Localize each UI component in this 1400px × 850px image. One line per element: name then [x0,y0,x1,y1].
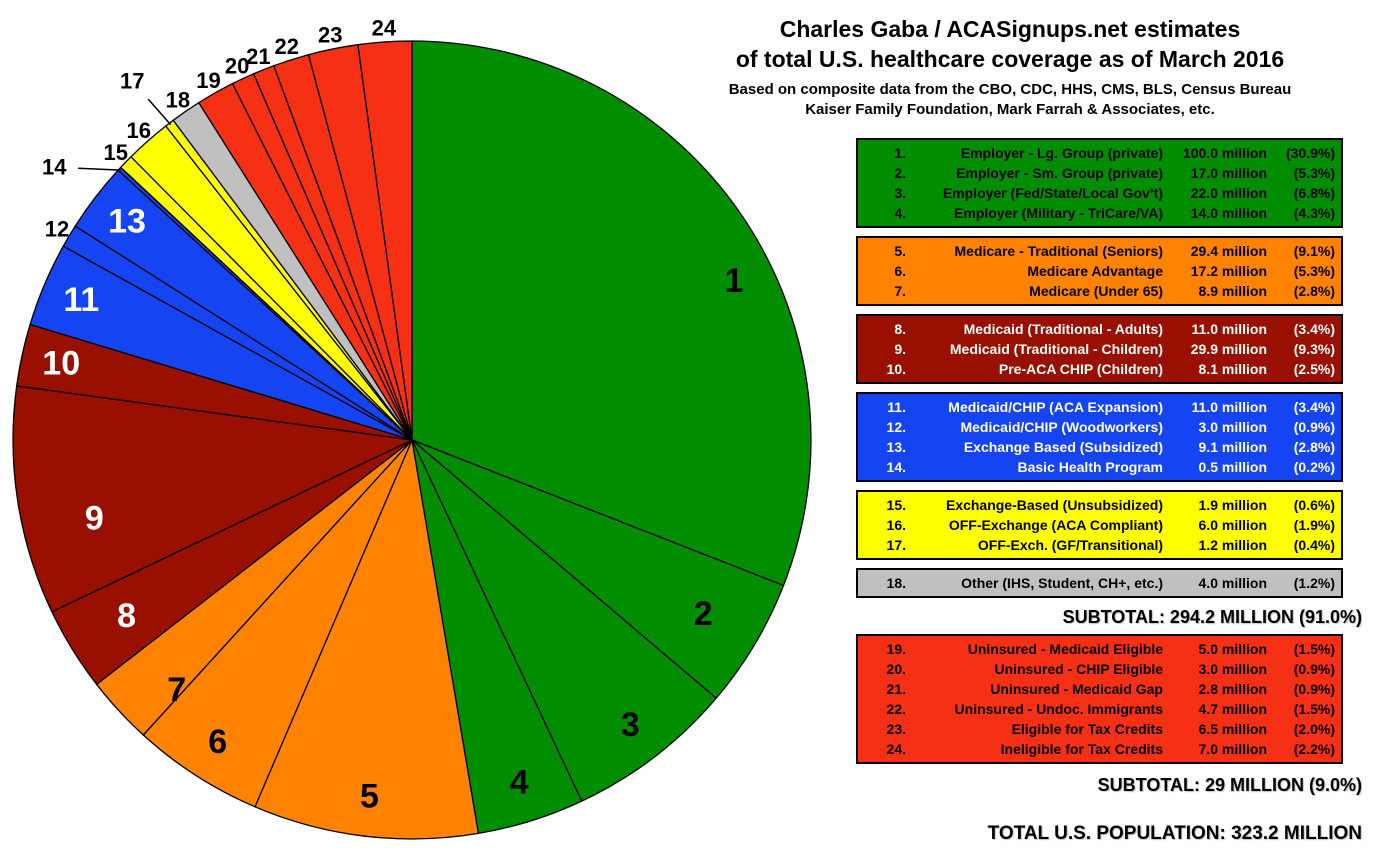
legend-row-value: 0.5 million [1198,459,1267,475]
legend-row-number: 8. [894,321,906,337]
pie-slice-number-19: 19 [196,68,221,94]
pie-slice-number-1: 1 [724,261,744,300]
legend-row-pct: (0.6%) [1293,497,1335,513]
legend-row-label: Medicaid/CHIP (ACA Expansion) [948,399,1163,415]
legend-row-pct: (0.9%) [1293,419,1335,435]
legend-row-label: Medicaid (Traditional - Children) [949,341,1163,357]
pie-slice-number-18: 18 [165,87,191,113]
legend-row-number: 7. [894,283,906,299]
legend-row-pct: (0.9%) [1293,661,1335,677]
legend-row-value: 17.0 million [1190,165,1267,181]
legend-row-value: 14.0 million [1190,205,1267,221]
legend-row-number: 1. [894,145,906,161]
pie-slice-number-16: 16 [126,117,151,143]
legend-row-number: 4. [894,205,906,221]
legend-row-pct: (2.8%) [1293,283,1335,299]
legend-row-pct: (2.5%) [1293,361,1335,377]
legend-row-8 [864,319,1335,339]
legend-row-number: 6. [894,263,906,279]
pie-slice-number-3: 3 [620,706,640,745]
pie-slice-number-17: 17 [120,68,145,94]
legend-row-number: 5. [894,243,906,259]
legend-row-10 [864,359,1335,379]
legend-row-number: 9. [894,341,906,357]
legend-row-12 [864,417,1335,437]
legend-group-medicare [856,236,1343,306]
pie-slice-number-2: 2 [693,594,713,633]
legend-row-pct: (30.9%) [1285,145,1335,161]
legend-row-value: 3.0 million [1198,661,1267,677]
legend-row-5 [864,241,1335,261]
legend-row-value: 11.0 million [1191,399,1267,415]
population-total: TOTAL U.S. POPULATION: 323.2 MILLION [987,823,1362,844]
legend-row-value: 8.1 million [1198,361,1267,377]
legend-row-19 [864,639,1335,659]
legend-row-label: Employer - Sm. Group (private) [956,165,1163,181]
pie-slice-number-15: 15 [103,139,128,165]
legend-row-value: 1.2 million [1198,537,1267,553]
legend-row-label: Basic Health Program [1017,459,1163,475]
legend-row-value: 2.8 million [1198,681,1267,697]
legend-row-13 [864,437,1335,457]
legend-row-number: 16. [886,517,906,533]
pie-slice-number-4: 4 [509,763,529,802]
legend-row-value: 1.9 million [1198,497,1267,513]
legend-row-number: 21. [886,681,906,697]
legend-row-value: 4.7 million [1198,701,1267,717]
pie-label-leader-14 [78,168,121,170]
legend-row-11 [864,397,1335,417]
pie-slice-number-20: 20 [224,53,250,79]
pie-slice-number-7: 7 [167,670,187,709]
legend-row-number: 12. [886,419,906,435]
legend-row-number: 3. [894,185,906,201]
legend-row-label: Medicaid/CHIP (Woodworkers) [960,419,1163,435]
legend-row-7 [864,281,1335,301]
legend-row-label: Other (IHS, Student, CH+, etc.) [961,575,1163,591]
legend-row-pct: (4.3%) [1293,205,1335,221]
pie-slice-number-11: 11 [63,281,100,319]
legend-row-pct: (0.9%) [1293,681,1335,697]
legend-row-value: 11.0 million [1191,321,1267,337]
legend-row-label: OFF-Exch. (GF/Transitional) [977,537,1163,553]
legend-row-value: 100.0 million [1182,145,1267,161]
legend-row-value: 29.9 million [1190,341,1267,357]
uninsured-subtotal: SUBTOTAL: 29 MILLION (9.0%) [1097,775,1362,795]
legend-row-22 [864,699,1335,719]
legend-row-16 [864,515,1335,535]
pie-slice-number-5: 5 [360,777,379,816]
legend-row-23 [864,719,1335,739]
legend-row-value: 29.4 million [1190,243,1267,259]
legend-row-9 [864,339,1335,359]
legend-row-number: 11. [887,399,906,415]
legend-row-number: 17. [886,537,906,553]
chart-subtitle-line2: Kaiser Family Foundation, Mark Farrah & Associates, etc. [805,101,1215,118]
legend-row-number: 23. [886,721,906,737]
legend-group-medicaid [856,314,1343,384]
legend-row-value: 8.9 million [1198,283,1267,299]
legend-row-pct: (1.5%) [1293,701,1335,717]
legend-row-pct: (0.4%) [1293,537,1335,553]
legend-row-pct: (9.1%) [1293,243,1335,259]
legend-row-label: Medicaid (Traditional - Adults) [963,321,1163,337]
legend-row-label: Exchange-Based (Unsubsidized) [945,497,1163,513]
legend-row-label: Employer - Lg. Group (private) [960,145,1163,161]
legend-row-pct: (2.8%) [1293,439,1335,455]
legend-row-pct: (5.3%) [1293,263,1335,279]
chart-title-line1: Charles Gaba / ACASignups.net estimates [779,16,1241,42]
legend-row-3 [864,183,1335,203]
pie-slice-number-13: 13 [108,202,146,241]
legend-group-other [856,568,1343,598]
legend-row-pct: (1.5%) [1293,641,1335,657]
legend-row-14 [864,457,1335,477]
legend-row-pct: (2.0%) [1293,721,1335,737]
pie-slice-number-9: 9 [84,499,104,538]
legend-row-label: Medicare - Traditional (Seniors) [954,243,1163,259]
legend-row-label: Pre-ACA CHIP (Children) [998,361,1163,377]
legend-row-number: 22. [886,701,906,717]
pie-slice-number-8: 8 [117,596,137,635]
legend-row-label: Medicare (Under 65) [1029,283,1163,299]
legend-row-number: 15. [886,497,906,513]
legend-row-label: Uninsured - Medicaid Gap [990,681,1163,697]
legend-row-label: Employer (Fed/State/Local Gov’t) [942,185,1163,201]
legend-row-value: 6.0 million [1198,517,1267,533]
legend-row-pct: (3.4%) [1293,321,1335,337]
legend-row-6 [864,261,1335,281]
legend-row-number: 10. [886,361,906,377]
legend-row-value: 9.1 million [1198,439,1267,455]
legend-group-uninsured [856,634,1343,764]
legend-row-value: 22.0 million [1190,185,1267,201]
legend-row-pct: (9.3%) [1293,341,1335,357]
pie-slice-number-14: 14 [41,154,67,180]
legend-row-1 [864,143,1335,163]
pie-slice-number-6: 6 [208,723,228,761]
pie-slice-number-22: 22 [274,34,299,59]
legend-row-17 [864,535,1335,555]
pie-slice-number-10: 10 [42,344,81,383]
legend-group-individual-market [856,490,1343,560]
legend-row-value: 5.0 million [1198,641,1267,657]
pie-slice-number-23: 23 [317,22,343,48]
legend-row-value: 4.0 million [1198,575,1267,591]
legend-row-15 [864,495,1335,515]
legend-row-number: 19. [886,641,906,657]
legend-group-aca-coverage [856,392,1343,482]
chart-title-line2: of total U.S. healthcare coverage as of March 2016 [735,46,1285,72]
legend-row-number: 14. [886,459,906,475]
legend-row-20 [864,659,1335,679]
legend-row-number: 18. [886,575,906,591]
legend-row-number: 2. [894,165,906,181]
legend-row-number: 20. [886,661,906,677]
legend-uninsured-group [856,634,1343,764]
legend-row-value: 3.0 million [1198,419,1267,435]
legend-row-pct: (6.8%) [1293,185,1335,201]
legend-row-label: Uninsured - Medicaid Eligible [967,641,1163,657]
legend-row-number: 13. [886,439,906,455]
legend-row-4 [864,203,1335,223]
legend-row-pct: (0.2%) [1293,459,1335,475]
legend-row-18 [864,573,1335,593]
legend-row-label: Eligible for Tax Credits [1011,721,1163,737]
legend-row-label: Exchange Based (Subsidized) [963,439,1163,455]
legend-row-pct: (1.9%) [1293,517,1335,533]
legend-row-value: 17.2 million [1190,263,1267,279]
legend-row-label: Ineligible for Tax Credits [1000,741,1163,757]
pie-slice-number-24: 24 [371,15,397,41]
legend-row-2 [864,163,1335,183]
legend-row-value: 6.5 million [1198,721,1267,737]
legend-row-pct: (1.2%) [1293,575,1335,591]
legend-row-label: Uninsured - CHIP Eligible [994,661,1163,677]
legend-row-pct: (5.3%) [1293,165,1335,181]
legend-row-number: 24. [886,741,906,757]
legend-row-label: Medicare Advantage [1027,263,1163,279]
chart-subtitle-line1: Based on composite data from the CBO, CDC, HHS, CMS, BLS, Census Bureau [728,81,1292,98]
legend-group-employer [856,138,1343,228]
legend-row-label: Uninsured - Undoc. Immigrants [954,701,1163,717]
pie-slice-number-21: 21 [246,44,271,70]
legend-row-value: 7.0 million [1198,741,1267,757]
chart-title-block [620,14,1400,120]
legend-panel [856,138,1362,846]
insured-subtotal: SUBTOTAL: 294.2 MILLION (91.0%) [1062,607,1362,627]
legend-row-21 [864,679,1335,699]
legend-row-pct: (2.2%) [1293,741,1335,757]
legend-row-label: OFF-Exchange (ACA Compliant) [948,517,1163,533]
legend-row-24 [864,739,1335,759]
pie-slice-number-12: 12 [44,216,70,242]
legend-row-pct: (3.4%) [1293,399,1335,415]
legend-insured-groups [856,138,1343,598]
legend-row-label: Employer (Military - TriCare/VA) [953,205,1163,221]
